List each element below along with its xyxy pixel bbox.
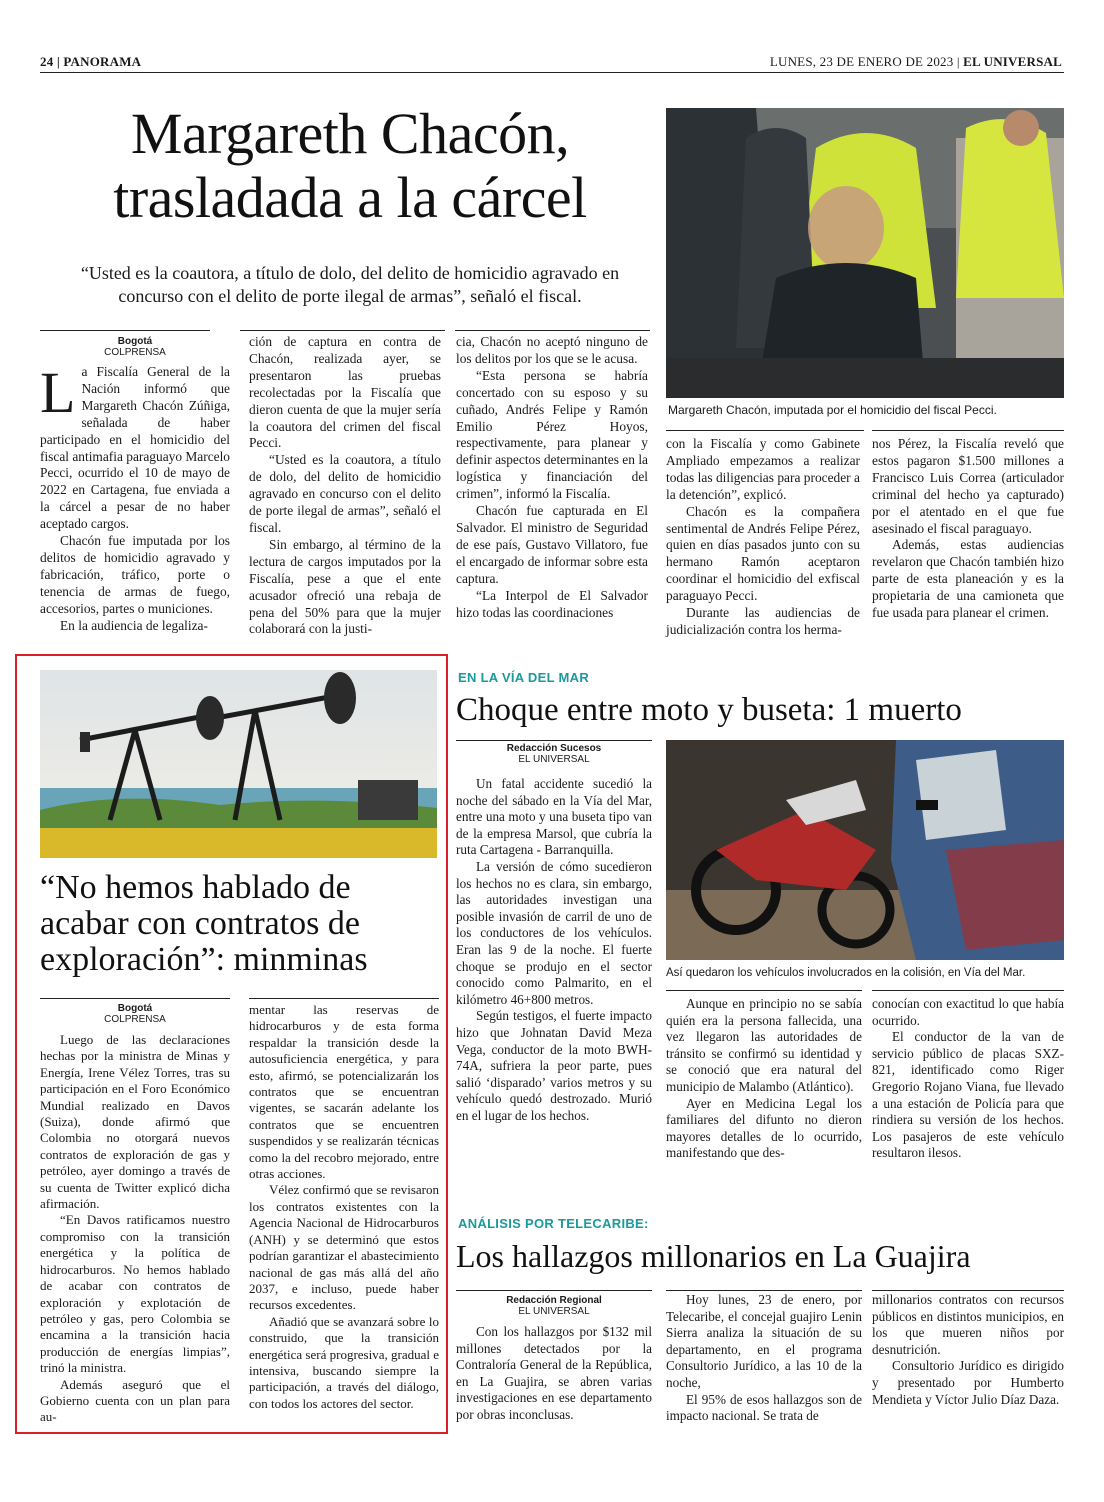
page-section-label: 24 | PANORAMA: [40, 54, 142, 69]
dropcap-letter: L: [40, 360, 76, 425]
story3-kicker: EN LA VÍA DEL MAR: [458, 670, 590, 685]
story4-column-3: millonarios contratos con recursos públicos en distintos municipios, en los que mueren niños por desnutrición. Consultorio Jurídico es dirigido y presentado por Humberto Mendieta y Víctor Julio Díaz Daza.: [872, 1292, 1064, 1407]
story1-column-4: con la Fiscalía y como Gabinete Ampliado empezamos a realizar todas las diligencias para proceder a la detención”, explicó. Chacón es la compañera sentimental de Andrés Felipe Pérez, quien en días pasados junto con su hermano Ramón aceptaron coordinar el homicidio del exfiscal paraguayo Pecci. Durante las audiencias de judicialización contra los herma-: [666, 436, 860, 637]
page-dateline: LUNES, 23 DE ENERO DE 2023 | EL UNIVERSAL: [769, 54, 1062, 69]
story3-byline: Redacción Sucesos EL UNIVERSAL: [506, 743, 602, 765]
story1-byline: Bogotá COLPRENSA: [104, 336, 166, 358]
story4-column-2: Hoy lunes, 23 de enero, por Telecaribe, el concejal guajiro Lenin Sierra analiza la situación de su departamento, en el programa Consultorio Jurídico, a las 10 de la noche, El 95% de esos hallazgos son de impacto nacional. Se trata de: [666, 1292, 862, 1424]
main-deck: “Usted es la coautora, a título de dolo, del delito de homicidio agravado en concurso con el delito de porte ilegal de armas”, señaló el fiscal.: [80, 263, 620, 306]
chacon-photo-caption: Margareth Chacón, imputada por el homicidio del fiscal Pecci.: [668, 403, 997, 417]
story4-headline: Los hallazgos millonarios en La Guajira: [456, 1238, 971, 1274]
main-headline: Margareth Chacón, trasladada a la cárcel: [113, 101, 587, 230]
chacon-photo: [666, 108, 1064, 398]
oil-pumps-photo: [40, 670, 437, 858]
story4-kicker: ANÁLISIS POR TELECARIBE:: [458, 1216, 649, 1231]
story2-headline: “No hemos hablado de acabar con contratos de exploración”: minminas: [40, 869, 368, 978]
story2-column-2: mentar las reservas de hidrocarburos y de esta forma respaldar la transición desde la autosuficiencia energética, y para esto, afirmó, se potencializarán los contratos que se encuentran vigentes, se sacarán adelante los contratos que se encuentren suspendidos y se realizarán técnicas como la del recobro mejorado, entre otras acciones. Vélez confirmó que se revisaron los contratos existentes con la Agencia Nacional de Hidrocarburos (ANH) y se determinó que estos podrían garantizar el abastecimiento nacional de gas más allá del año 2037, e incluso, puede haber recursos excedentes. Añadió que se avanzará sobre lo construido, que la transición energética será progresiva, gradual e intensiva, buscando siempre la participación, a través del diálogo, con todos los actores del sector.: [249, 1002, 439, 1411]
story3-column-1: Un fatal accidente sucedió la noche del sábado en la Vía del Mar, entre una moto y una buseta tipo van de la empresa Marsol, que cubría la ruta Cartagena - Barranquilla. La versión de cómo sucedieron los hechos no es clara, sin embargo, las autoridades investigan una posible invasión de carril de uno de los conductores de los vehículos. Eran las 9 de la noche. El fuerte choque se produjo en el sector conocido como Palmarito, en el kilómetro 46+800 metros. Según testigos, el fuerte impacto hizo que Johnatan David Meza Vega, conductor de la moto BWH-74A, sufriera la peor parte, pues salió ‘disparado’ varios metros y su vehículo quedó destrozado. Murió en el lugar de los hechos.: [456, 776, 652, 1123]
story2-byline: Bogotá COLPRENSA: [104, 1003, 166, 1025]
story3-column-3: conocían con exactitud lo que había ocurrido. El conductor de la van de servicio público de placas SXZ-821, identificado como Riger Gregorio Rojano Viana, fue llevado a una estación de Policía para que rindiera su versión de los hechos. Los pasajeros de este vehículo resultaron ilesos.: [872, 996, 1064, 1161]
crash-photo-caption: Así quedaron los vehículos involucrados en la colisión, en Vía del Mar.: [666, 967, 1026, 979]
story4-column-1: Con los hallazgos por $132 mil millones detectados por la Contraloría General de la República, en La Guajira, se abren varias investigaciones en ese departamento por obras inconclusas.: [456, 1324, 652, 1422]
story3-column-2: Aunque en principio no se sabía quién era la persona fallecida, una vez llegaron las autoridades de tránsito se confirmó su identidad y se conoció que era natural del municipio de Malambo (Atlántico). Ayer en Medicina Legal los familiares del difunto no dieron mayores detalles de lo ocurrido, manifestando que des-: [666, 996, 862, 1161]
story3-headline: Choque entre moto y buseta: 1 muerto: [456, 692, 962, 728]
story1-column-3: cia, Chacón no aceptó ninguno de los delitos por los que se le acusa. “Esta persona se habría concertado con su esposo y su cuñado, Andrés Felipe y Ramón Emilio Pérez Hoyos, respectivamente, para planear y definir aspectos determinantes en la logística y financiación del crimen”, informó la Fiscalía. Chacón fue capturada en El Salvador. El ministro de Seguridad de ese país, Gustavo Villatoro, fue el encargado de informar sobre esta captura. “La Interpol de El Salvador hizo todas las coordinaciones: [456, 334, 648, 620]
crash-photo: [666, 740, 1064, 960]
story1-column-5: nos Pérez, la Fiscalía reveló que estos pagaron $1.500 millones a Francisco Luis Correa (articulador criminal del hecho ya capturado) por el atentado en el que fue asesinado el fiscal paraguayo. Además, estas audiencias revelaron que Chacón también hizo parte de esta planeación y es la propietaria de una camioneta que fue usada para planear el crimen.: [872, 436, 1064, 621]
story1-column-2: ción de captura en contra de Chacón, realizada ayer, se presentaron las pruebas recolectadas por la Fiscalía que dieron cuenta de que la mujer sería la coautora del crimen del fiscal Pecci. “Usted es la coautora, a título de dolo, del delito de homicidio agravado en concurso con el delito de porte ilegal de armas”, señaló el fiscal. Sin embargo, al término de la lectura de cargos imputados por la Fiscalía, pese a que el ente acusador ofreció una rebaja de pena del 50% para que la mujer colaborará con la justi-: [249, 334, 441, 637]
story2-column-1: Luego de las declaraciones hechas por la ministra de Minas y Energía, Irene Vélez Torres, tras su participación en el Foro Económico Mundial realizado en Davos (Suiza), donde afirmó que Colombia no otorgará nuevos contratos de exploración de gas y petróleo, ayer domingo a través de su cuenta de Twitter explicó dicha afirmación. “En Davos ratificamos nuestro compromiso con la transición energética y la política de hidrocarburos. No hemos hablado de acabar con contratos de exploración y explotación de petróleo y gas, pero Colombia se encamina a la transición hacia producción de energías limpias”, trinó la ministra. Además aseguró que el Gobierno cuenta con un plan para au-: [40, 1032, 230, 1425]
story4-byline: Redacción Regional EL UNIVERSAL: [506, 1295, 602, 1317]
story1-column-1: La Fiscalía General de la Nación informó que Margareth Chacón Zúñiga, señalada de haber participado en el homicidio del fiscal antimafia paraguayo Marcelo Pecci, ocurrido el 10 de mayo de 2022 en Cartagena, fue enviada a la cárcel a pesar de no haber aceptado cargos. Chacón fue imputada por los delitos de homicidio agravado y fabricación, tráfico, porte o tenencia de armas de fuego, accesorios, partes o municiones. En la audiencia de legaliza-: [40, 360, 230, 633]
